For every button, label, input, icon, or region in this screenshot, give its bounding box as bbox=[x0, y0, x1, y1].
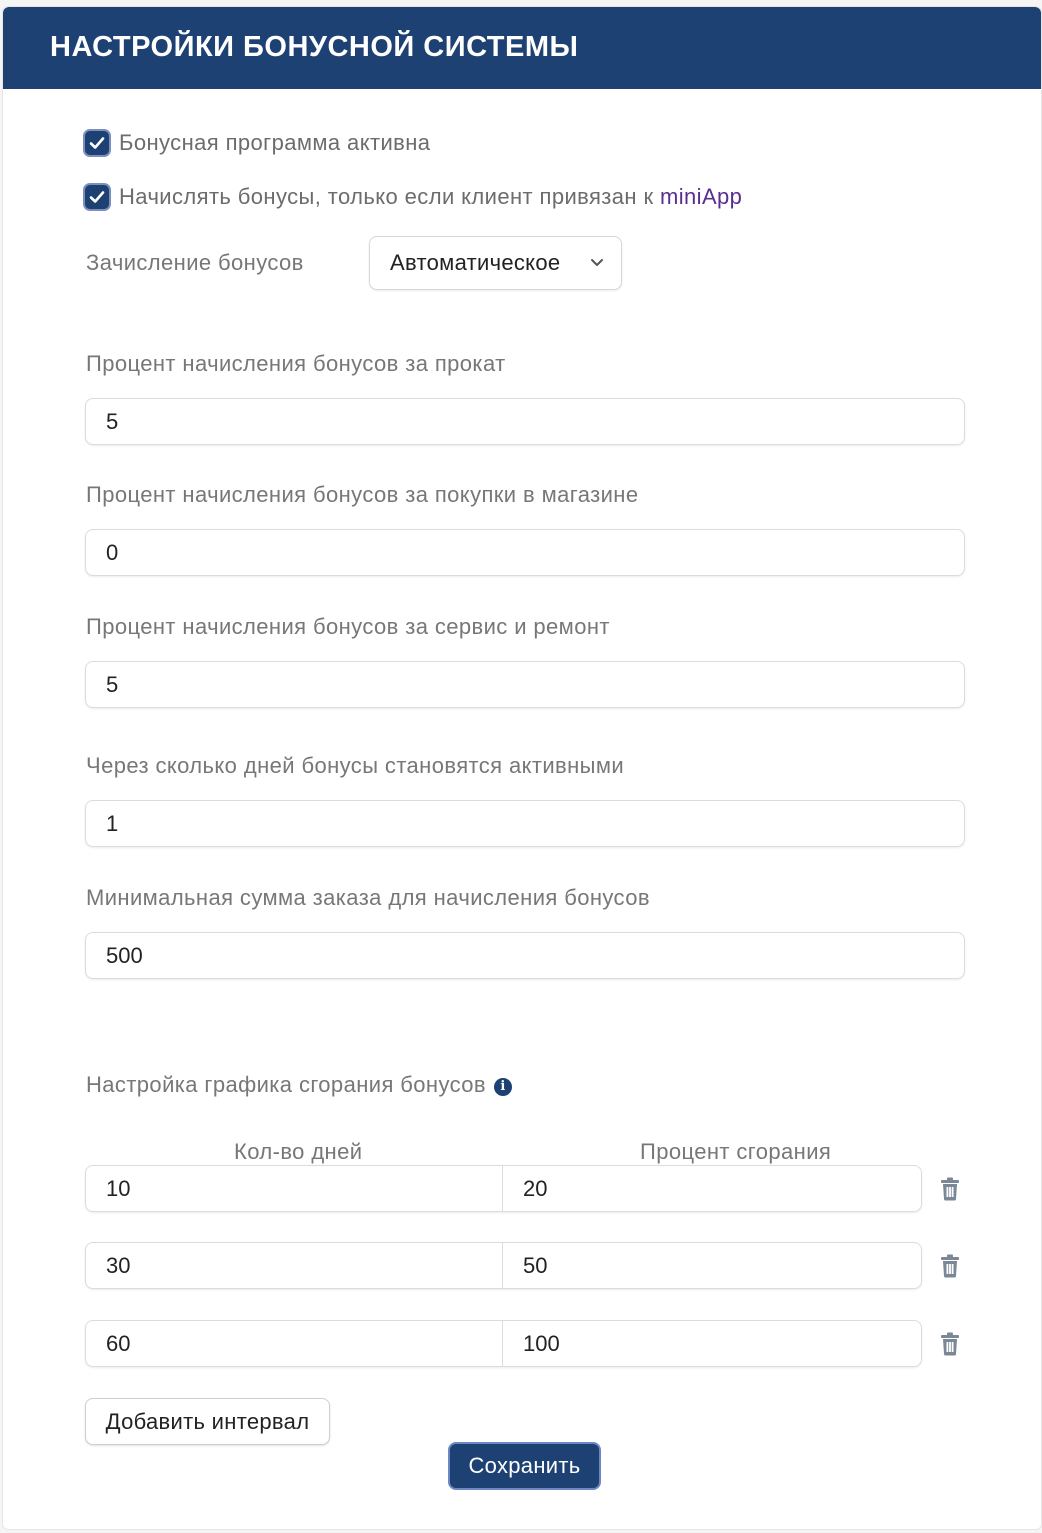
activation-days-label: Через сколько дней бонусы становятся активными bbox=[86, 753, 625, 778]
program-active-checkbox[interactable] bbox=[83, 129, 111, 157]
miniapp-label: miniApp bbox=[660, 184, 743, 209]
interval-days-input[interactable]: 60 bbox=[86, 1321, 503, 1366]
accrual-select-value: Автоматическое bbox=[390, 250, 561, 275]
shop-percent-input[interactable]: 0 bbox=[85, 529, 965, 576]
only-if-miniapp-checkbox[interactable] bbox=[83, 183, 111, 211]
check-icon bbox=[88, 188, 106, 206]
interval-percent-input[interactable]: 100 bbox=[523, 1330, 560, 1356]
interval-percent-input[interactable]: 50 bbox=[523, 1252, 548, 1278]
page-title: НАСТРОЙКИ БОНУСНОЙ СИСТЕМЫ bbox=[50, 31, 579, 63]
add-interval-button[interactable]: Добавить интервал bbox=[85, 1398, 330, 1445]
trash-icon[interactable] bbox=[939, 1332, 961, 1356]
program-active-option[interactable] bbox=[83, 128, 430, 158]
only-if-miniapp-label bbox=[119, 184, 742, 210]
column-percent-header: Процент сгорания bbox=[640, 1139, 832, 1164]
shop-percent-label: Процент начисления бонусов за покупки в магазине bbox=[86, 482, 639, 507]
accrual-select[interactable] bbox=[369, 236, 622, 290]
column-days-header: Кол-во дней bbox=[234, 1139, 363, 1164]
trash-icon[interactable] bbox=[939, 1254, 961, 1278]
expiry-interval-row bbox=[85, 1165, 922, 1212]
chevron-down-icon bbox=[589, 257, 605, 269]
rental-percent-input[interactable]: 5 bbox=[85, 398, 965, 445]
expiry-interval-row bbox=[85, 1242, 922, 1289]
service-percent-input[interactable]: 5 bbox=[85, 661, 965, 708]
bonus-settings-panel bbox=[2, 6, 1042, 1530]
expiry-schedule-title-text: Настройка графика сгорания бонусов bbox=[86, 1072, 486, 1097]
panel-header bbox=[3, 7, 1041, 89]
trash-icon[interactable] bbox=[939, 1177, 961, 1201]
interval-days-input[interactable]: 30 bbox=[86, 1243, 503, 1288]
expiry-interval-row bbox=[85, 1320, 922, 1367]
save-button[interactable]: Сохранить bbox=[448, 1442, 601, 1490]
min-order-label: Минимальная сумма заказа для начисления бонусов bbox=[86, 885, 650, 910]
only-if-miniapp-label-text: Начислять бонусы, только если клиент привязан к bbox=[119, 184, 661, 209]
expiry-schedule-title bbox=[86, 1072, 512, 1098]
check-icon bbox=[88, 134, 106, 152]
accrual-label: Зачисление бонусов bbox=[86, 250, 304, 275]
interval-percent-input[interactable]: 20 bbox=[523, 1175, 548, 1201]
service-percent-label: Процент начисления бонусов за сервис и ремонт bbox=[86, 614, 610, 639]
activation-days-input[interactable]: 1 bbox=[85, 800, 965, 847]
program-active-label: Бонусная программа активна bbox=[119, 130, 431, 155]
rental-percent-label: Процент начисления бонусов за прокат bbox=[86, 351, 506, 376]
only-if-miniapp-option[interactable] bbox=[83, 182, 742, 212]
interval-days-input[interactable]: 10 bbox=[86, 1166, 503, 1211]
min-order-input[interactable]: 500 bbox=[85, 932, 965, 979]
info-icon[interactable]: i bbox=[494, 1078, 512, 1096]
